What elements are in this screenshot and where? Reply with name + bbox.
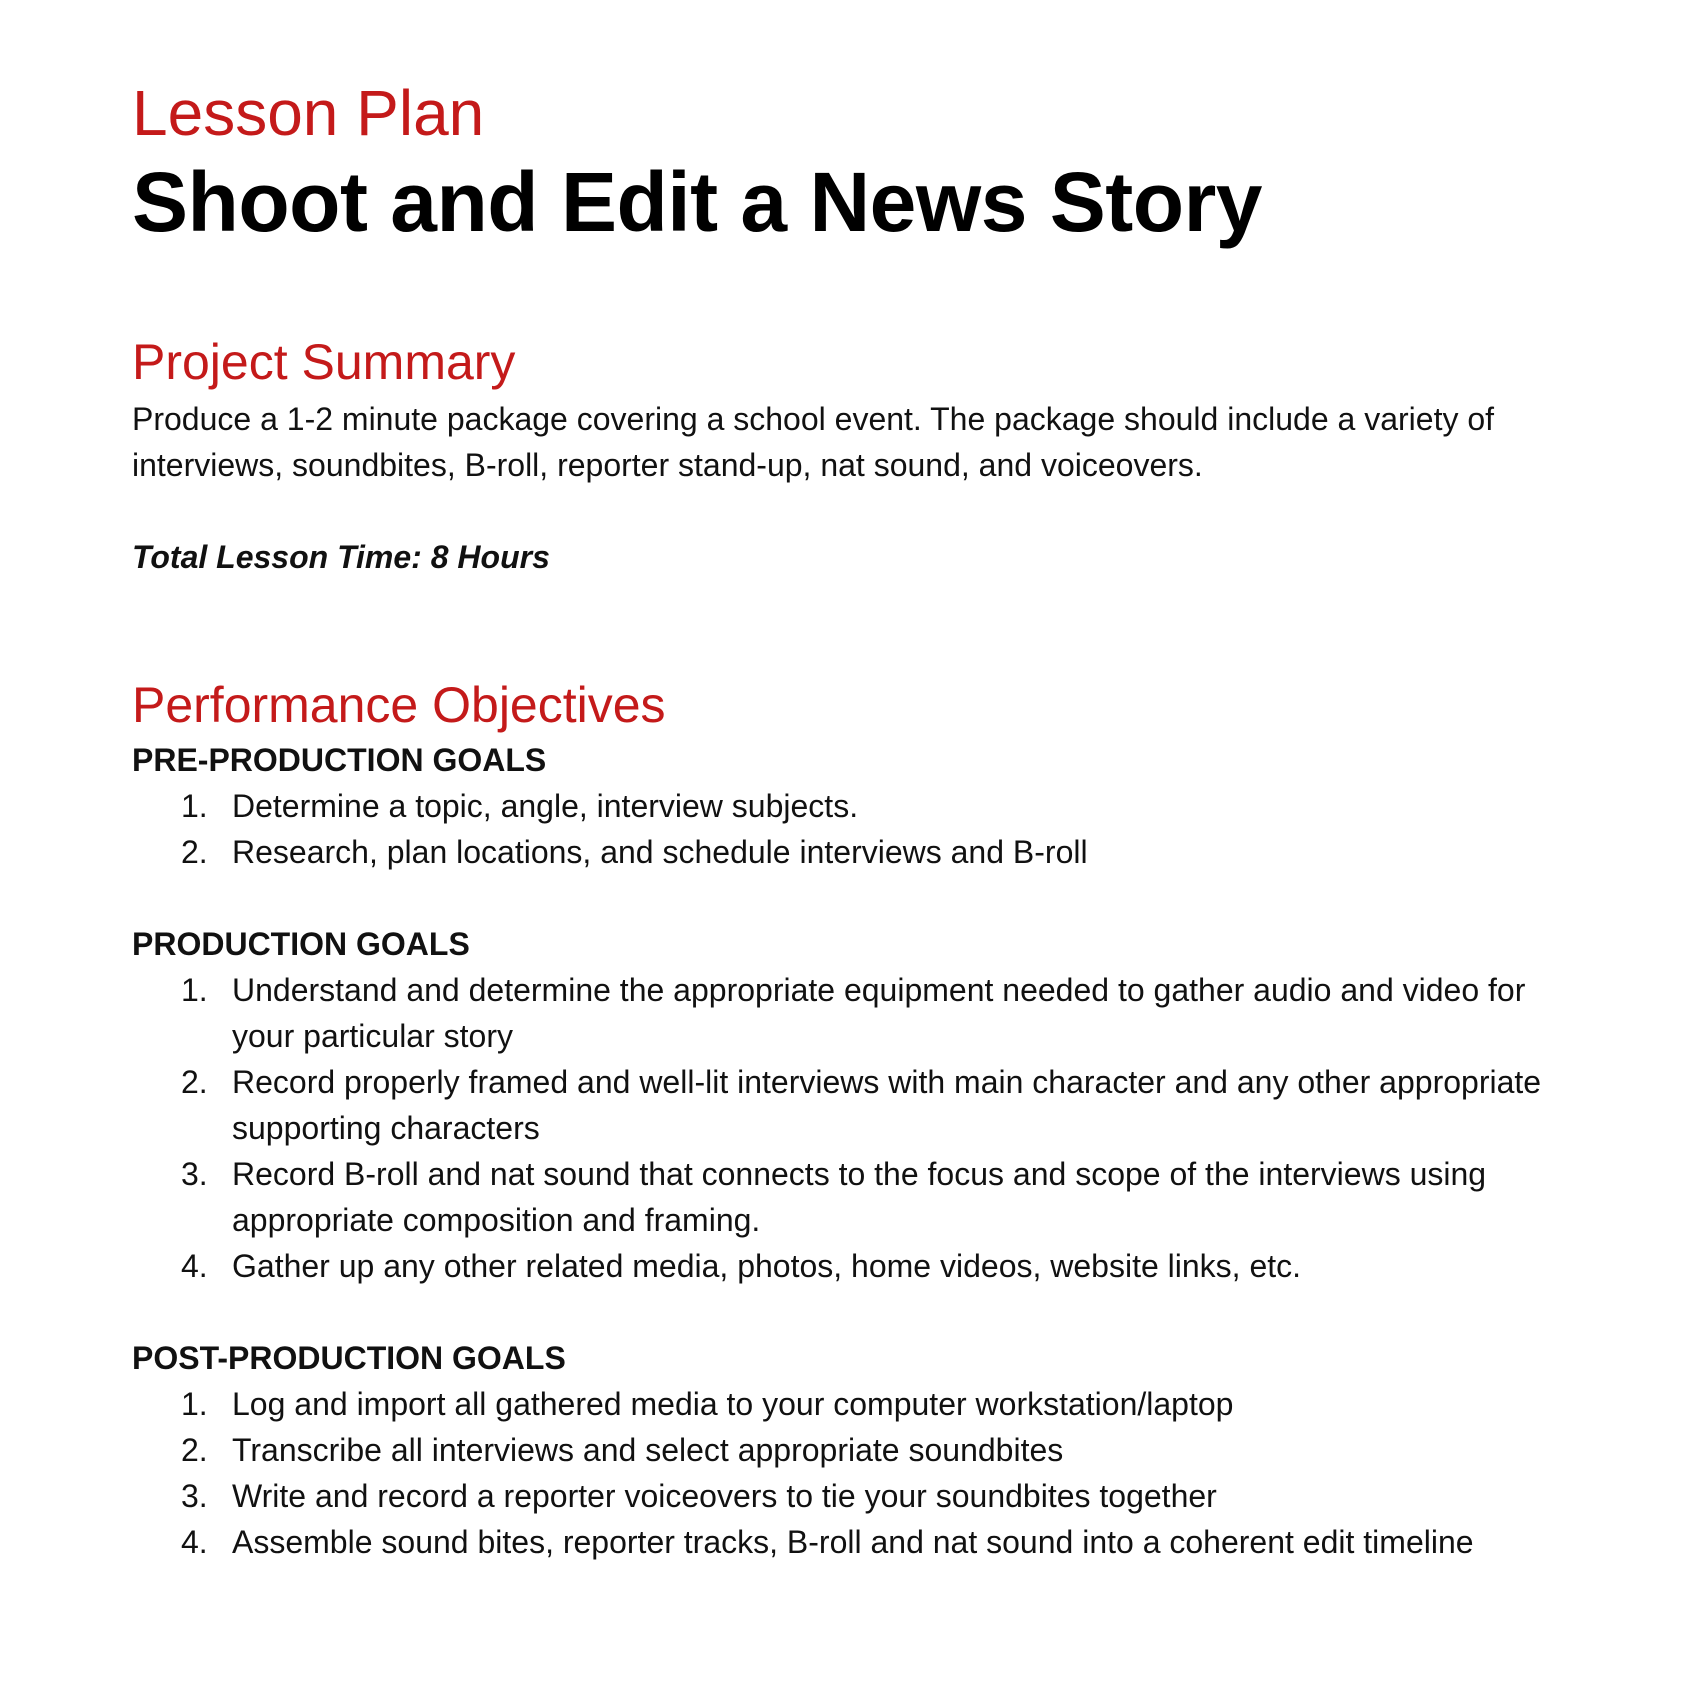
list-item-text: Record B-roll and nat sound that connects to the focus and scope of the interviews using appropriate composition and framing.	[232, 1155, 1487, 1238]
list-item-text: Transcribe all interviews and select appropriate soundbites	[232, 1431, 1064, 1468]
list-item-text: Determine a topic, angle, interview subjects.	[232, 787, 859, 824]
list-number: 4.	[181, 1523, 208, 1560]
list-item	[132, 783, 1572, 829]
pre-production-list	[132, 783, 1572, 875]
list-item-text: Record properly framed and well-lit interviews with main character and any other appropriate supporting characters	[232, 1063, 1542, 1146]
project-summary-text: Produce a 1-2 minute package covering a school event. The package should include a variety of interviews, soundbites, B-roll, reporter stand-up, nat sound, and voiceovers.	[132, 400, 1495, 483]
list-number: 3.	[181, 1477, 208, 1514]
project-summary-heading: Project Summary	[132, 333, 516, 390]
list-item-text: Understand and determine the appropriate equipment needed to gather audio and video for your particular story	[232, 971, 1526, 1054]
list-item-text: Log and import all gathered media to your computer workstation/laptop	[232, 1385, 1234, 1422]
list-number: 1.	[181, 1385, 208, 1422]
list-number: 3.	[181, 1155, 208, 1192]
list-item-text: Write and record a reporter voiceovers to tie your soundbites together	[232, 1477, 1217, 1514]
list-item	[132, 1473, 1572, 1519]
total-lesson-time: Total Lesson Time: 8 Hours	[132, 538, 550, 575]
list-item	[132, 829, 1572, 875]
performance-objectives-heading: Performance Objectives	[132, 676, 666, 733]
post-production-heading: POST-PRODUCTION GOALS	[132, 1339, 566, 1376]
post-production-list	[132, 1381, 1572, 1565]
list-item-text: Research, plan locations, and schedule interviews and B-roll	[232, 833, 1088, 870]
list-item	[132, 1519, 1572, 1565]
document-title: Shoot and Edit a News Story	[132, 155, 1262, 250]
list-item	[132, 1059, 1572, 1151]
list-number: 2.	[181, 1063, 208, 1100]
list-item	[132, 1381, 1572, 1427]
list-item-text: Gather up any other related media, photos, home videos, website links, etc.	[232, 1247, 1302, 1284]
list-item-text: Assemble sound bites, reporter tracks, B-roll and nat sound into a coherent edit timeline	[232, 1523, 1474, 1560]
list-number: 1.	[181, 971, 208, 1008]
pre-production-heading: PRE-PRODUCTION GOALS	[132, 741, 547, 778]
list-number: 2.	[181, 1431, 208, 1468]
document-kicker: Lesson Plan	[132, 77, 485, 149]
production-heading: PRODUCTION GOALS	[132, 925, 470, 962]
list-number: 1.	[181, 787, 208, 824]
list-number: 2.	[181, 833, 208, 870]
production-list	[132, 967, 1572, 1289]
document-page	[132, 78, 1572, 1565]
list-item	[132, 1427, 1572, 1473]
list-number: 4.	[181, 1247, 208, 1284]
list-item	[132, 1243, 1572, 1289]
list-item	[132, 967, 1572, 1059]
list-item	[132, 1151, 1572, 1243]
